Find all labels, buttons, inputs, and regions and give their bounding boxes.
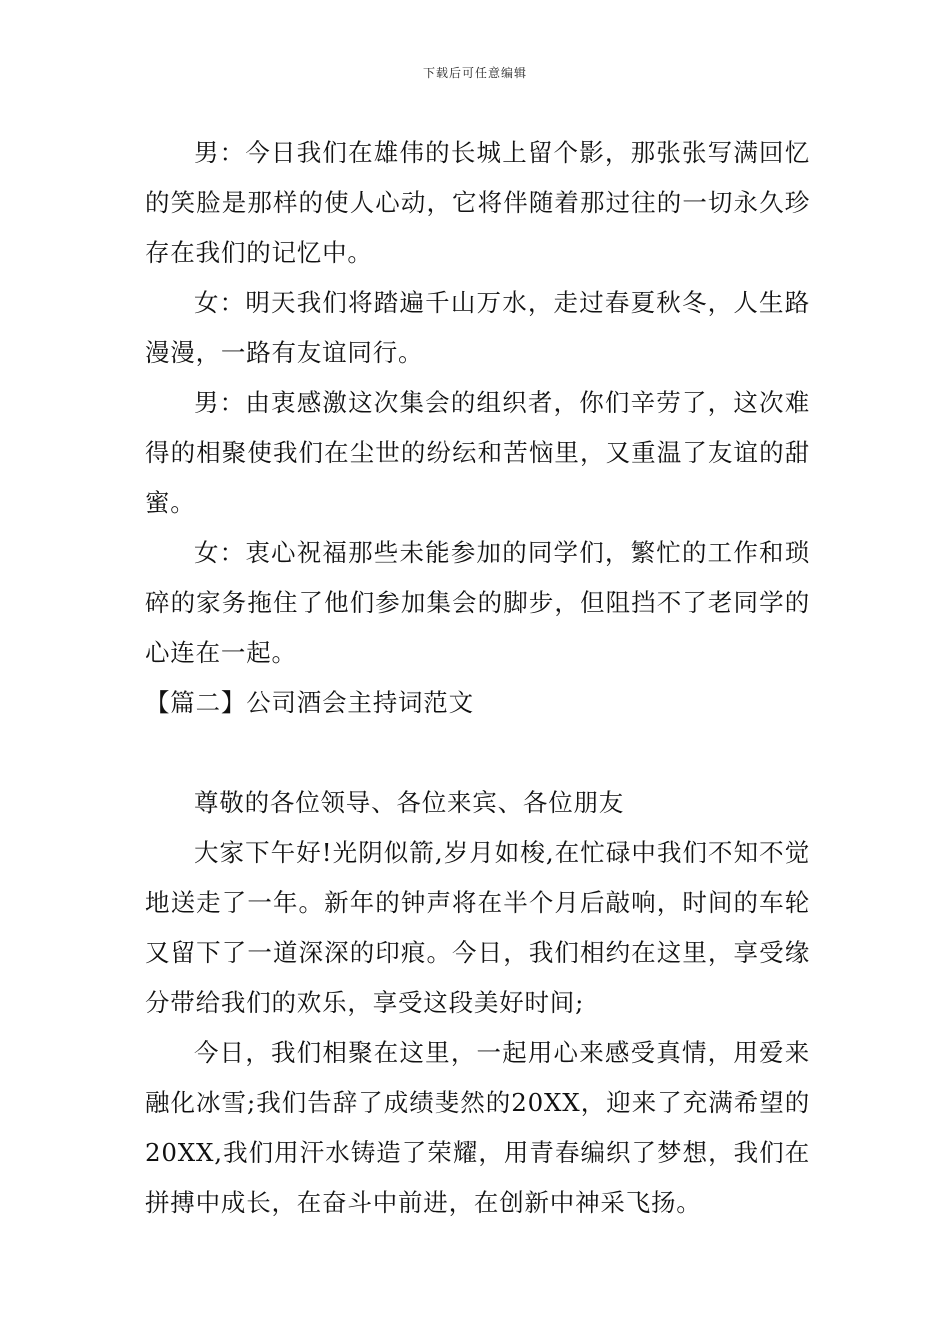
- document-body: [145, 128, 810, 1228]
- body-paragraph: 大家下午好!光阴似箭,岁月如梭,在忙碌中我们不知不觉地送走了一年。新年的钟声将在半个月后敲响，时间的车轮又留下了一道深深的印痕。今日，我们相约在这里，享受缘分带给我们的欢乐，享受这段美好时间;: [145, 838, 810, 1017]
- blank-line: [145, 728, 810, 778]
- dialogue-paragraph: 男：今日我们在雄伟的长城上留个影，那张张写满回忆的笑脸是那样的使人心动，它将伴随着那过往的一切永久珍存在我们的记忆中。: [145, 138, 810, 267]
- dialogue-paragraph: 女：衷心祝福那些未能参加的同学们，繁忙的工作和琐碎的家务拖住了他们参加集会的脚步，但阻挡不了老同学的心连在一起。: [145, 538, 810, 667]
- salutation-paragraph: 尊敬的各位领导、各位来宾、各位朋友: [194, 788, 625, 817]
- section-heading: 【篇二】公司酒会主持词范文: [145, 688, 474, 717]
- dialogue-paragraph: 男：由衷感激这次集会的组织者，你们辛劳了，这次难得的相聚使我们在尘世的纷纭和苦恼里，又重温了友谊的甜蜜。: [145, 388, 810, 517]
- page-header-note: 下载后可任意编辑: [422, 66, 527, 80]
- body-paragraph: 今日，我们相聚在这里，一起用心来感受真情，用爱来融化冰雪;我们告辞了成绩斐然的20XX，迎来了充满希望的20XX,我们用汗水铸造了荣耀，用青春编织了梦想，我们在拼搏中成长，在奋斗中前进，在创新中神采飞扬。: [145, 1038, 810, 1217]
- dialogue-paragraph: 女：明天我们将踏遍千山万水，走过春夏秋冬，人生路漫漫，一路有友谊同行。: [145, 288, 810, 367]
